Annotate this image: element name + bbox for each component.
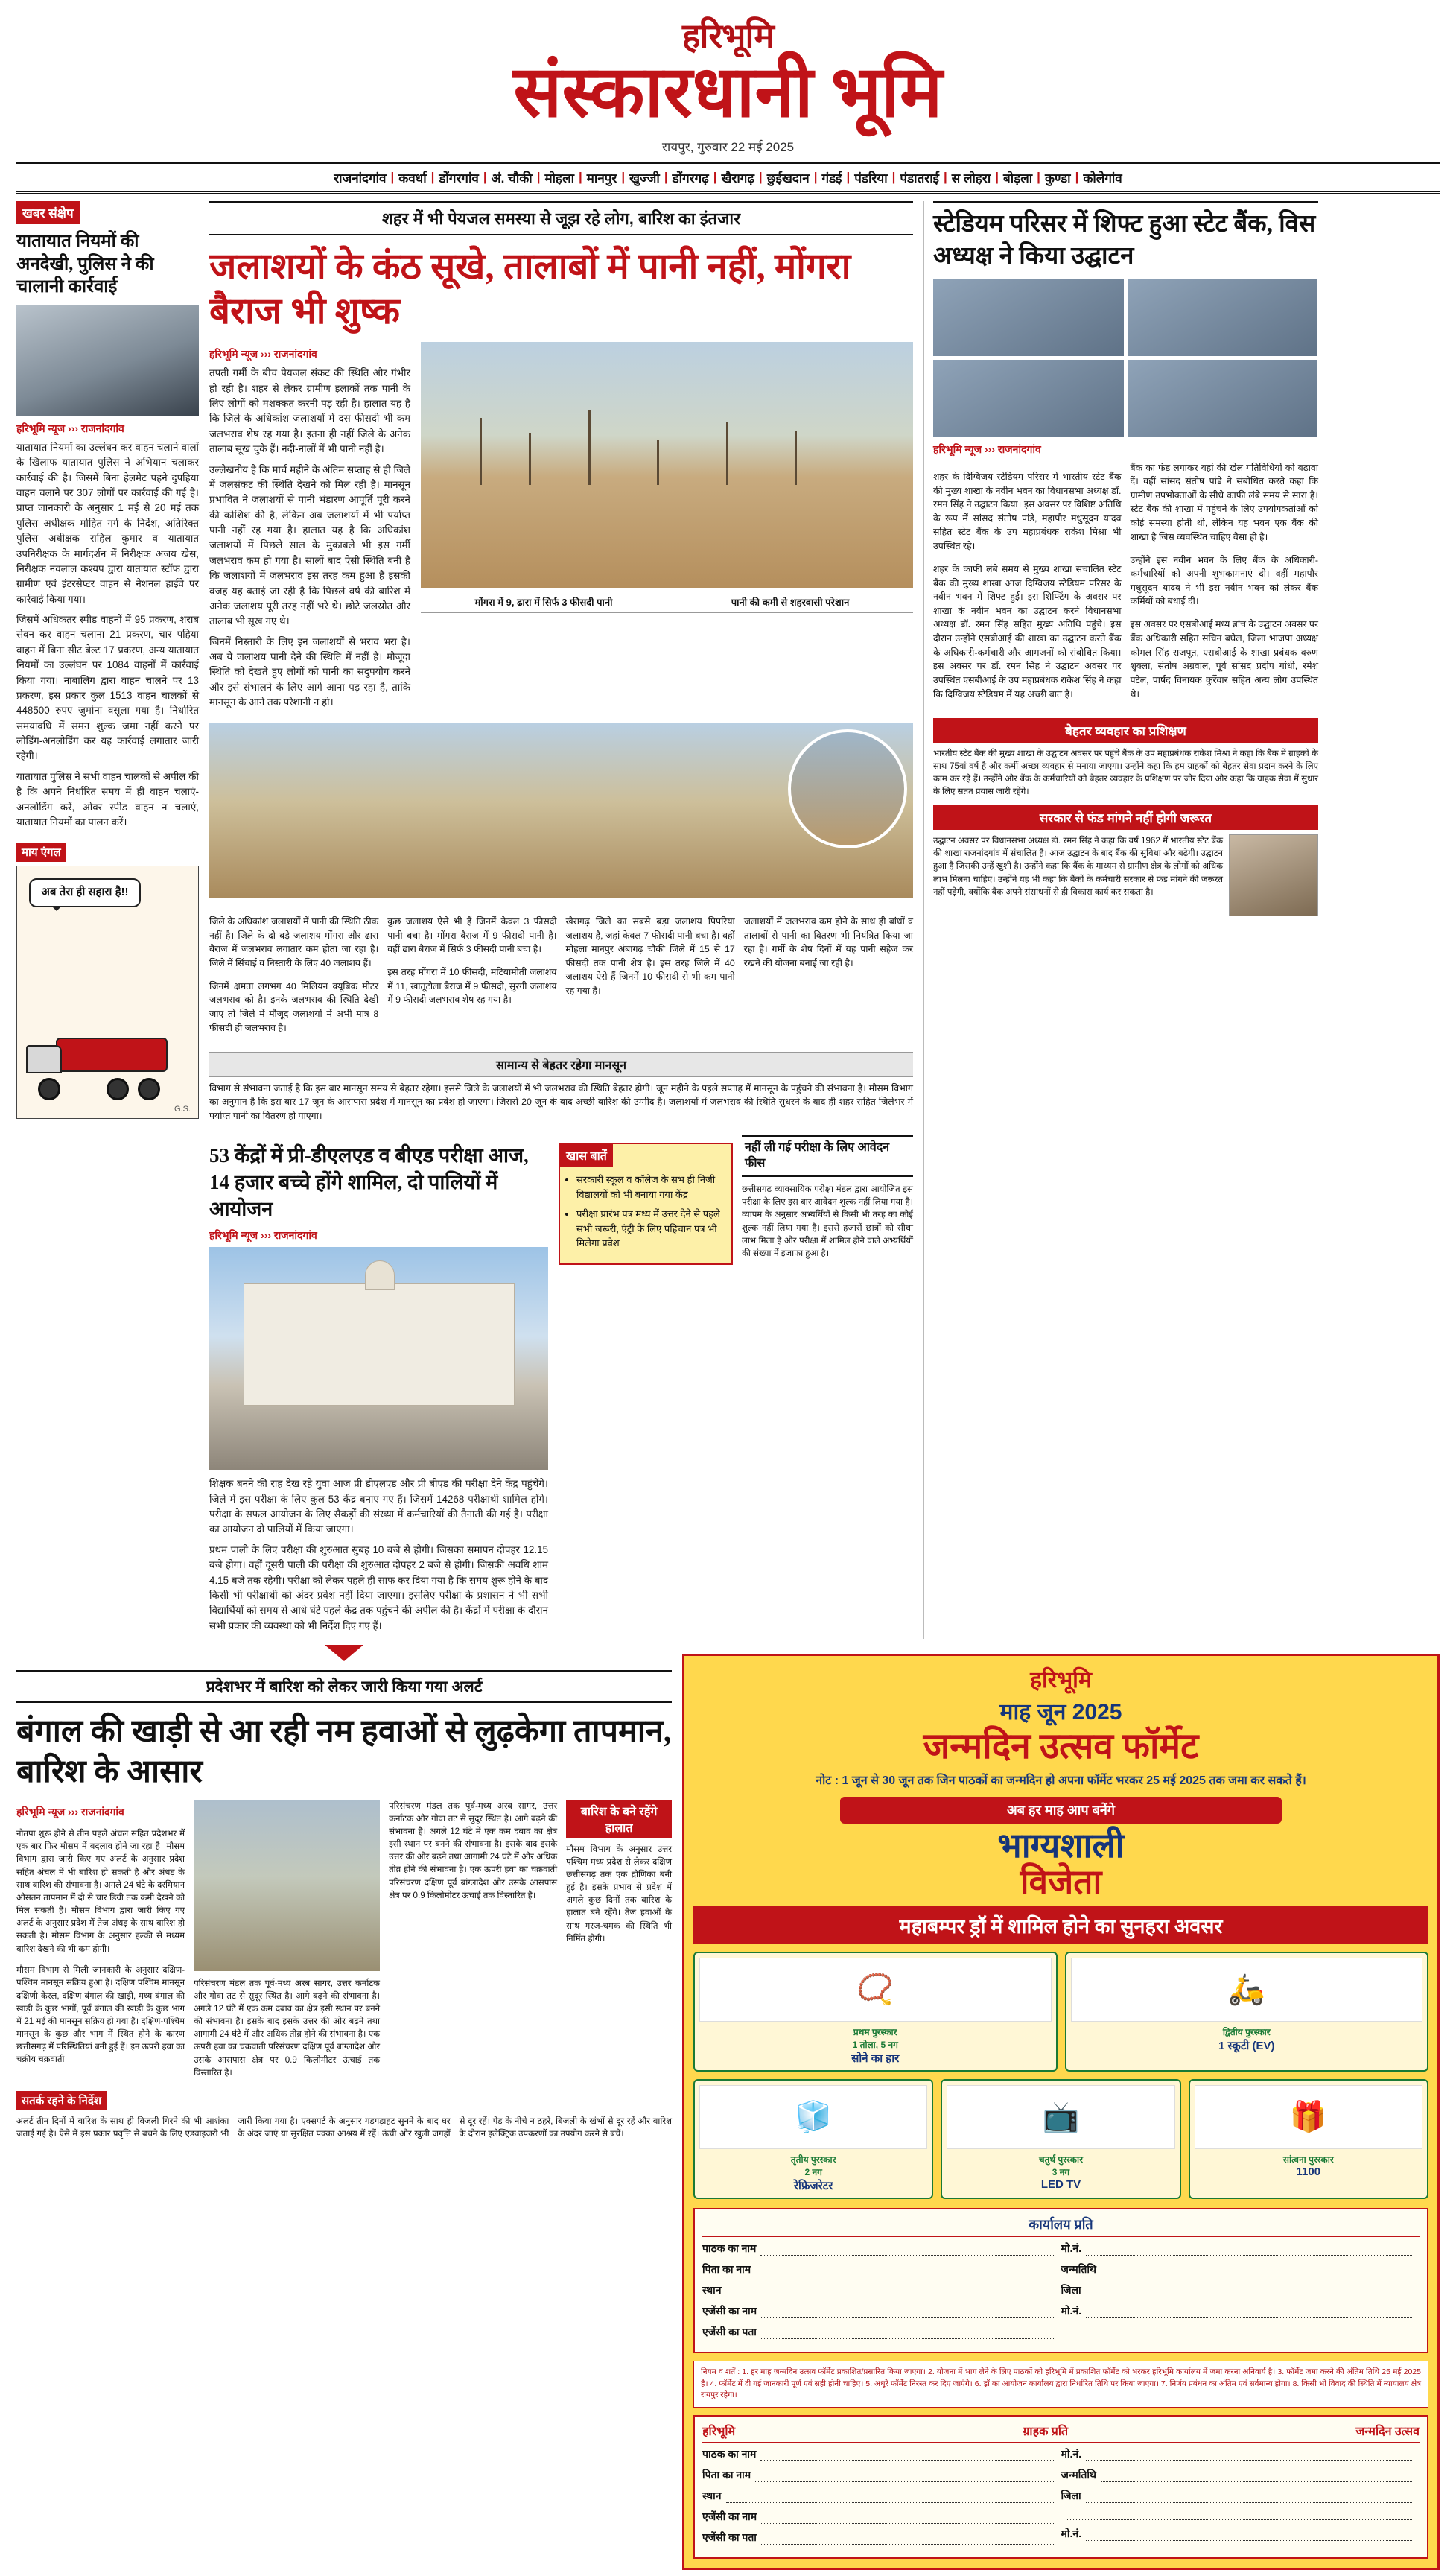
- form-field-label: मो.नं.: [1061, 2241, 1082, 2254]
- bank-story-photos: [933, 279, 1318, 437]
- form-field-label: पाठक का नाम: [702, 2241, 757, 2254]
- subscriber-left-fields[interactable]: [702, 2447, 1061, 2551]
- prize-rank: द्वितीय पुरस्कार: [1222, 2026, 1271, 2037]
- exam-byline: हरिभूमि न्यूज ››› राजनांदगांव: [209, 1229, 317, 1242]
- form-field-input[interactable]: [1066, 2510, 1413, 2520]
- paragraph: इस अवसर पर एसबीआई मध्य ब्रांच के उद्घाटन अवसर पर बैंक अधिकारी सहित सचिन बघेल, जिला भाजपा अध्यक्ष कोमल सिंह राजपूत, एसबीआई के शाखा प्रबंधक वरुण शुक्ला, संतोष अग्रवाल, पूर्व सांसद प्रदीप गांधी, रमेश पटेल, पार्षद विनायक कुर्रेवार सहित अन्य लोग उपस्थित थे।: [1130, 619, 1318, 699]
- exam-headline: 53 केंद्रों में प्री-डीएलएड व बीएड परीक्षा आज, 14 हजार बच्चे होंगे शामिल, दो पालियों में आयोजन: [209, 1144, 529, 1220]
- left-rail: [16, 201, 199, 1639]
- red-triangle-icon: [325, 1645, 363, 1661]
- form-field-row[interactable]: [702, 2468, 1061, 2482]
- tv-icon: 📺: [947, 2085, 1174, 2149]
- event-photo: [933, 279, 1124, 356]
- weather-sidebar: [566, 1800, 672, 2079]
- town-separator: |: [664, 170, 668, 185]
- bottom-section: [16, 1645, 1440, 2570]
- edition-town[interactable]: पंडातराई: [900, 171, 939, 185]
- police-action-photo: [16, 305, 199, 416]
- monsoon-band-title: सामान्य से बेहतर रहेगा मानसून: [209, 1052, 913, 1077]
- exam-fee-text: छत्तीसगढ़ व्यावसायिक परीक्षा मंडल द्वारा आयोजित इस परीक्षा के लिए इस बार आवेदन शुल्क नहीं लिया गया है। व्यापम के अनुसार अभ्यर्थियों से किसी भी तरह का कोई शुल्क नहीं लिया गया है। इससे हजारों छात्रों को सीधा लाभ मिला है और परीक्षा में शामिल होने वाले अभ्यर्थियों की संख्या में इजाफा हुआ है।: [742, 1184, 913, 1258]
- form-field-label: पिता का नाम: [702, 2262, 751, 2275]
- lead-columns: [209, 906, 913, 1044]
- edition-town[interactable]: बोड़ला: [1003, 171, 1033, 185]
- paragraph: शहर के दिग्विजय स्टेडियम परिसर में भारतीय स्टेट बैंक की मुख्य शाखा के नवीन भवन का विधानसभा अध्यक्ष डॉ. रमन सिंह ने उद्घाटन किया। इस अवसर पर विशिष्ट अतिथि के रूप में सांसद संतोष पांडे, महापौर मधुसूदन यादव सहित स्टेट बैंक के उप महाप्रबंधक राकेश मिश्रा भी उपस्थित रहे।: [933, 471, 1122, 552]
- masthead: [16, 13, 1440, 194]
- paragraph: उन्होंने इस नवीन भवन के लिए बैंक के अधिकारी-कर्मचारियों को अपनी शुभकामनाएं दी। वहीं महापौर मधुसूदन यादव ने भी इस नवीन भवन को लेकर बैंक कर्मियों को बधाई दी।: [1130, 554, 1318, 607]
- edition-town[interactable]: गंडई: [821, 171, 842, 185]
- form-field-row[interactable]: [702, 2262, 1061, 2276]
- lead-col-4: [744, 906, 913, 1044]
- form-field-row[interactable]: [1061, 2283, 1420, 2297]
- edition-town[interactable]: पंडरिया: [854, 171, 888, 185]
- safety-note-title: सतर्क रहने के निर्देश: [16, 2091, 107, 2110]
- lead-col-1: [209, 906, 378, 1044]
- paragraph: कुछ जलाशय ऐसे भी हैं जिनमें केवल 3 फीसदी पानी बचा है। मोंगरा बैराज में 9 फीसदी पानी है। वहीं ढारा बैराज में सिर्फ 3 फीसदी पानी बचा है।: [387, 916, 557, 955]
- weather-headline: बंगाल की खाड़ी से आ रही नम हवाओं से लुढ़केगा तापमान, बारिश के आसार: [16, 1714, 672, 1789]
- town-separator: |: [943, 170, 947, 185]
- exam-story: [209, 1135, 913, 1639]
- form-field-row[interactable]: [1061, 2447, 1420, 2461]
- exam-body: [209, 1476, 548, 1634]
- town-separator: |: [1037, 170, 1040, 185]
- form-field-row[interactable]: [702, 2325, 1061, 2339]
- form-field-row[interactable]: [1061, 2262, 1420, 2276]
- cartoon-tag: माय एंगल: [16, 843, 66, 862]
- paragraph: उल्लेखनीय है कि मार्च महीने के अंतिम सप्ताह से ही जिले में जलसंकट की स्थिति देखने को मिल रही है। मानसून प्रभावित ने जलाशयों से पानी भंडारण आपूर्ति पूरी करने की कोशिश की है, लेकिन अब जलाशयों में भी पर्याप्त पानी नहीं रह गया है। हालात यह है कि अधिकांश जलाशयों में पिछले साल के मुकाबले भी इस गर्मी जलभराव कम हो गया है। सालों बाद ऐसी स्थिति बनी है कि जलाशयों में जलभराव इस तरह कम हुआ है इसकी वजह यह बताई जा रही है कि पिछले वर्ष की बारिश में अनेक जलाशय पूरी तरह नहीं भरे थे। छोटे जलस्रोत और तालाब भी सूख गए थे।: [209, 463, 410, 627]
- ad-terms: नियम व शर्तें : 1. हर माह जन्मदिन उत्सव फॉर्मेट प्रकाशित/प्रसारित किया जाएगा। 2. योजना में भाग लेने के लिए पाठकों को हरिभूमि में प्रकाशित फॉर्मेट को भरकर हरिभूमि कार्यालय में जमा करना अनिवार्य है। 3. फॉर्मेट जमा करने की अंतिम तिथि 25 मई 2025 है। 4. फॉर्मेट में दी गई जानकारी पूर्ण एवं सही होनी चाहिए। 5. अधूरे फॉर्मेट निरस्त कर दिए जाएंगे। 6. ड्रॉ का आयोजन कार्यालय द्वारा निर्धारित तिथि पर किया जाएगा। 7. निर्णय प्रबंधन का अंतिम एवं सर्वमान्य होगा। 8. किसी भी विवाद की स्थिति में न्यायालय क्षेत्र रायपुर रहेगा।: [693, 2361, 1428, 2408]
- ad-vijeta: [693, 1828, 1428, 1900]
- form-field-row[interactable]: [702, 2283, 1061, 2297]
- form-field-label: स्थान: [702, 2283, 722, 2296]
- advertisement[interactable]: [682, 1645, 1440, 2570]
- ad-month: माह जून 2025: [999, 1700, 1122, 1725]
- subscriber-copy-title: ग्राहक प्रति: [1023, 2425, 1069, 2439]
- list-item: • सरकारी स्कूल व कॉलेज के सभ ही निजी विद्यालयों को भी बनाया गया केंद्र: [576, 1173, 724, 1202]
- lead-byline: हरिभूमि न्यूज ››› राजनांदगांव: [209, 348, 317, 361]
- scooter-icon: 🛵: [1071, 1958, 1423, 2022]
- form-field-row[interactable]: [1061, 2489, 1420, 2503]
- prize-item: [693, 1952, 1058, 2072]
- prize-item: [1189, 2079, 1428, 2199]
- form-field-label: एजेंसी का नाम: [702, 2304, 757, 2317]
- edition-town[interactable]: कवर्धा: [398, 171, 427, 185]
- form-field-row[interactable]: [1061, 2527, 1420, 2541]
- form-field-input[interactable]: [726, 2287, 1054, 2297]
- paragraph: प्रथम पाली के लिए परीक्षा की शुरुआत सुबह 10 बजे से होगी। जिसका समापन दोपहर 12.15 बजे होगा। वहीं दूसरी पाली की परीक्षा की शुरुआत दोपहर 2 बजे से होगी। जिसकी अवधि शाम 4.15 बजे तक रहेगी। परीक्षा को लेकर पहले ही साफ कर दिया गया है कि समय शुरू होने के बाद किसी भी परीक्षार्थी को अंदर प्रवेश नहीं दिया जाएगा। इसलिए परीक्षा के प्रशासन ने भी सभी विद्यार्थियों को समय से आधे घंटे पहले केंद्र तक पहुंचने की अपील की है। केंद्रों में परीक्षा के दौरान सभी प्रकार की व्यवस्था को भी निर्देश दिए गए हैं।: [209, 1543, 548, 1631]
- bank-story-headline: स्टेडियम परिसर में शिफ्ट हुआ स्टेट बैंक, विस अध्यक्ष ने किया उद्घाटन: [933, 201, 1318, 273]
- paragraph: खैरागढ़ जिले का सबसे बड़ा जलाशय पिपरिया जलाशय है, जहां केवल 7 फीसदी पानी बचा है। वहीं मोहला मानपुर अंबागढ़ चौकी जिले में 15 से 17 फीसदी तक पानी शेष है। इस तरह जिले में 40 जलाशय ऐसे हैं जिनमें 10 फीसदी से भी कम पानी रह गया है।: [565, 916, 735, 997]
- weather-col3: परिसंचरण मंडल तक पूर्व-मध्य अरब सागर, उत्तर कर्नाटक और गोवा तट से सुदूर स्थित है। आगे बढ़ने की संभावना है। अगले 12 घंटे में एक कम दबाव का क्षेत्र इसी स्थान पर बनने की संभावना है। इसके बाद इसके उत्तर की ओर बढ़ने तथा आगामी 24 घंटे में और अधिक तीव्र होने की संभावना है। एक ऊपरी हवा का चक्रवाती परिसंचरण दक्षिण पूर्व बांग्लादेश और उसके आसपास क्षेत्र पर 0.9 किलोमीटर ऊंचाई तक विस्तारित है।: [389, 1800, 558, 1900]
- prize-name: LED TV: [1040, 2177, 1081, 2191]
- prize-detail: 1 तोला, 5 नग: [852, 2039, 898, 2050]
- paragraph: शिक्षक बनने की राह देख रहे युवा आज प्री डीएलएड और प्री बीएड की परीक्षा देने केंद्र पहुंचेंगे। जिले में इस परीक्षा के लिए कुल 53 केंद्र बनाए गए हैं। जिसमें 14268 परीक्षार्थी शामिल होंगे। परीक्षा के सफल आयोजन के लिए सैकड़ों की संख्या में कर्मचारियों की तैनाती की गई है। परीक्षा का आयोजन दो पालियों में किया जाएगा।: [209, 1478, 548, 1535]
- edition-town[interactable]: डोंगरगढ़: [672, 171, 709, 185]
- form-field-row[interactable]: [1061, 2304, 1420, 2318]
- edition-town[interactable]: अं. चौकी: [491, 171, 533, 185]
- main-column: [209, 201, 913, 1639]
- ad-note: नोट : 1 जून से 30 जून तक जिन पाठकों का जन्मदिन हो अपना फॉर्मेट भरकर 25 मई 2025 तक जमा कर सकते हैं।: [816, 1774, 1306, 1787]
- town-separator: |: [713, 170, 717, 185]
- edition-town[interactable]: राजनांदगांव: [334, 171, 387, 185]
- cartoon-speech-bubble: अब तेरा ही सहारा है!!: [29, 878, 141, 907]
- form-field-label: जिला: [1061, 2490, 1081, 2502]
- paragraph: जिनमें निस्तारी के लिए इन जलाशयों से भराव भरा है। अब ये जलाशय पानी देने की स्थिति में नहीं है। मौजूदा स्थिति को देखते हुए लोगों को पानी का सदुपयोग करने और इसे संभालने के लिए आगे आना पड़ रहा है, ताकि मानसून के आने तक परेशानी न हो।: [209, 635, 410, 708]
- exam-centre-photo: [209, 1247, 548, 1470]
- prize-detail: 3 नग: [1052, 2166, 1070, 2177]
- form-field-input[interactable]: [1101, 2266, 1412, 2276]
- form-field-row[interactable]: [1061, 2468, 1420, 2482]
- form-field-label: मो.नं.: [1061, 2528, 1082, 2540]
- paragraph: जलाशयों में जलभराव कम होने के साथ ही बांधों व तालाबों से पानी का वितरण भी नियंत्रित किया जा रहा है। गर्मी के शेष दिनों में यह पानी सहेज कर रखने की योजना बनाई जा रही है।: [743, 916, 913, 968]
- paragraph: नौतपा शुरू होने से तीन पहले अंचल सहित प्रदेशभर में एक बार फिर मौसम में बदलाव होने जा रहा है। मौसम विभाग द्वारा जारी किए गए अलर्ट के अनुसार प्रदेश सहित अंचल में भी बारिश हो सकती है और अंधड़ के साथ बारिश की संभावना है। अगले 24 घंटे के दरमियान औसतन तापमान में दो से चार डिग्री तक कमी देखने को मिल सकती है। मौसम विभाग द्वारा जारी किए गए अलर्ट के अनुसार प्रदेश में तेज अंधड़ के साथ बारिश हो सकती है। मौसम विभाग के अनुसार हल्की से मध्यम बारिश देखने की भी कम होगी।: [16, 1829, 185, 1954]
- lead-kicker: शहर में भी पेयजल समस्या से जूझ रहे लोग, बारिश का इंतजार: [209, 201, 913, 235]
- ad-vijeta-line2: विजेता: [1020, 1862, 1102, 1901]
- town-separator: |: [995, 170, 999, 185]
- town-separator: |: [758, 170, 763, 185]
- form-field-input[interactable]: [1086, 2245, 1412, 2256]
- inset-photo-circle: [788, 729, 907, 848]
- town-separator: |: [621, 170, 626, 185]
- form-field-label: स्थान: [702, 2490, 722, 2502]
- office-copy-title: कार्यालय प्रति: [702, 2215, 1420, 2237]
- subscriber-copy-form[interactable]: [693, 2415, 1428, 2559]
- news-brief-body: [16, 440, 199, 830]
- photo-caption-bar: [421, 591, 913, 613]
- paragraph: इस तरह मोंगरा में 10 फीसदी, मटियामोती जलाशय में 11, खातूटोला बैराज में 9 फीसदी, सुरगी जलाशय में 9 फीसदी जलभराव शेष रह गया है।: [387, 967, 557, 1006]
- form-field-row[interactable]: [702, 2510, 1061, 2524]
- weather-col2: परिसंचरण मंडल तक पूर्व-मध्य अरब सागर, उत्तर कर्नाटक और गोवा तट से सुदूर स्थित है। आगे बढ़ने की संभावना है। अगले 12 घंटे में एक कम दबाव का क्षेत्र इसी स्थान पर बनने की संभावना है। इसके बाद इसके उत्तर की ओर बढ़ने तथा आगामी 24 घंटे में और अधिक तीव्र होने की संभावना है। एक ऊपरी हवा का चक्रवाती परिसंचरण दक्षिण पूर्व बांग्लादेश और उसके आसपास क्षेत्र पर 0.9 किलोमीटर ऊंचाई तक विस्तारित है।: [194, 1978, 381, 2078]
- subscriber-copy-right-title: जन्मदिन उत्सव: [1355, 2425, 1420, 2439]
- news-brief-headline: यातायात नियमों की अनदेखी, पुलिस ने की चालानी कार्रवाई: [16, 231, 154, 297]
- masthead-title: संस्कारधानी भूमि: [513, 52, 943, 132]
- form-field-input[interactable]: [1086, 2451, 1412, 2461]
- form-field-input[interactable]: [761, 2513, 1053, 2524]
- event-photo: [1128, 360, 1318, 437]
- form-field-input[interactable]: [1086, 2287, 1412, 2297]
- masthead-logo: हरिभूमि: [682, 17, 774, 55]
- town-separator: |: [846, 170, 851, 185]
- funding-sub-title: सरकार से फंड मांगने नहीं होगी जरूरत: [933, 805, 1318, 830]
- event-photo: [933, 360, 1124, 437]
- caption-left: मोंगरा में 9, ढारा में सिर्फ 3 फीसदी पानी: [474, 597, 613, 609]
- form-field-row[interactable]: [702, 2489, 1061, 2503]
- form-field-row[interactable]: [1061, 2241, 1420, 2256]
- form-field-input[interactable]: [755, 2266, 1053, 2276]
- town-separator: |: [536, 170, 541, 185]
- paragraph: बैंक का फंड लगाकर यहां की खेल गतिविधियों को बढ़ावा दें। वहीं सांसद संतोष पांडे ने संबोधित करते कहा कि ग्रामीण उपभोक्ताओं के सीधे काफी लंबे समय से सारा है। स्टेट बैंक की शाखा में पहुंचने के लिए उपयोगकर्ताओं को कोई समस्या होती थी, लेकिन यह भवन एक बैंक की शाखा है जिस व्यवस्थित चाहिए वैसा ही है।: [1130, 462, 1318, 542]
- edition-town[interactable]: डोंगरगांव: [439, 171, 479, 185]
- prize-rank: चतुर्थ पुरस्कार: [1038, 2154, 1084, 2165]
- lead-photo-column: [421, 342, 913, 715]
- prize-detail: 2 नग: [804, 2166, 822, 2177]
- prize-item: [1065, 1952, 1429, 2072]
- right-column: [923, 201, 1318, 1639]
- form-field-label: मो.नं.: [1061, 2448, 1082, 2460]
- prize-name: 1100: [1296, 2165, 1321, 2178]
- prize-name: 1 स्कूटी (EV): [1218, 2039, 1275, 2052]
- weather-sidebar-title: बारिश के बने रहेंगे हालात: [566, 1800, 672, 1838]
- paragraph: मौसम विभाग से मिली जानकारी के अनुसार दक्षिण-पश्चिम मानसून सक्रिय हुआ है। दक्षिण पश्चिम मानसून दक्षिणी केरल, दक्षिण बंगाल की खाड़ी, मध्य बंगाल की खाड़ी के कुछ भागों, पूर्व बंगाल की खाड़ी के कुछ भाग में 21 मई की मानसून सक्रिय हो गया है। दक्षिण-पश्चिम मानसून के कुछ और भाग में स्थित होने के कारण छत्तीसगढ़ में परिस्थितियां बनी हुई हैं। इन ऊपरी हवा का चक्रीय चक्रवाती: [16, 1965, 185, 2065]
- weather-row: [16, 1800, 672, 2079]
- form-field-input[interactable]: [1101, 2472, 1412, 2482]
- edition-town[interactable]: कोलेगांव: [1083, 171, 1122, 185]
- form-field-row[interactable]: [702, 2304, 1061, 2318]
- lead-intro-body: [209, 366, 410, 710]
- prize-rank: सांत्वना पुरस्कार: [1282, 2154, 1334, 2165]
- form-field-input[interactable]: [755, 2472, 1053, 2482]
- town-separator: |: [1075, 170, 1079, 185]
- prize-name: सोने का हार: [851, 2052, 900, 2065]
- form-field-input[interactable]: [760, 2451, 1053, 2461]
- exam-keypoints-box: [559, 1143, 733, 1265]
- town-separator: |: [813, 170, 818, 185]
- ad-vijeta-line1: भाग्यशाली: [997, 1827, 1125, 1865]
- cartoon-panel: [16, 866, 199, 1119]
- form-field-input[interactable]: [1086, 2531, 1412, 2541]
- form-field-input[interactable]: [761, 2534, 1054, 2545]
- masthead-dateline: रायपुर, गुरुवार 22 मई 2025: [661, 139, 795, 154]
- subscriber-copy-logo: हरिभूमि: [702, 2425, 736, 2439]
- subscriber-right-fields[interactable]: [1061, 2447, 1420, 2551]
- paragraph: शहर के काफी लंबे समय से मुख्य शाखा संचालित स्टेट बैंक की मुख्य शाखा आज दिग्विजय स्टेडियम परिसर के नवीन भवन में शिफ्ट हुई। इस शिफ्टिंग के अवसर पर शाखा के नवीन भवन का उद्घाटन करने विधानसभा अध्यक्ष डॉ. रमन सिंह सहित मुख्य अतिथि पहुंचे। इस दौरान उन्होंने एसबीआई की शाखा का उद्घाटन करते बैंक के अधिकारी-कर्मचारी और आमजनों को संबोधित किया। इस अवसर पर डॉ. रमन सिंह ने उद्घाटन अवसर पर उपस्थित एसबीआई के उप महाप्रबंधक राकेश सिंह ने कहा कि दिग्विजय स्टेडियम में यह अच्छी बात है।: [933, 564, 1122, 699]
- lead-headline: जलाशयों के कंठ सूखे, तालाबों में पानी नहीं, मोंगरा बैराज भी शुष्क: [209, 245, 851, 331]
- cartoonist-signature: G.S.: [174, 1105, 191, 1114]
- form-field-label: पिता का नाम: [702, 2469, 751, 2481]
- news-brief-tag: खबर संक्षेप: [16, 201, 80, 224]
- form-field-label: एजेंसी का पता: [702, 2325, 757, 2338]
- edition-town[interactable]: मानपुर: [586, 171, 617, 185]
- town-separator: |: [579, 170, 582, 185]
- form-field-label: एजेंसी का नाम: [702, 2510, 757, 2523]
- form-field-label: जिला: [1061, 2283, 1081, 2296]
- fridge-icon: 🧊: [699, 2085, 927, 2149]
- form-field-input[interactable]: [1066, 2325, 1413, 2335]
- office-copy-left-fields[interactable]: [702, 2241, 1061, 2346]
- lead-intro-column: [209, 342, 410, 715]
- paragraph: तपती गर्मी के बीच पेयजल संकट की स्थिति और गंभीर हो रही है। शहर से लेकर ग्रामीण इलाकों तक पानी के लिए लोगों को मशक्कत करनी पड़ रही है। हालात यह है कि जिले के अधिकांश जलाशयों में दस फीसदी भी कम जलभराव शेष रह गया है। इतना ही नहीं जिले के अनेक तालाब सूख चुके हैं। नदी-नालों में भी पानी नहीं है।: [209, 367, 410, 455]
- edition-town[interactable]: छुईखदान: [766, 171, 810, 185]
- gift-icon: 🎁: [1195, 2085, 1422, 2149]
- form-field-label: जन्मतिथि: [1061, 2469, 1096, 2481]
- form-field-row[interactable]: [1061, 2510, 1420, 2520]
- exam-keypoints-title: खास बातें: [560, 1144, 613, 1167]
- office-copy-right-fields[interactable]: [1061, 2241, 1420, 2346]
- prize-item: [941, 2079, 1180, 2199]
- form-field-input[interactable]: [726, 2493, 1054, 2503]
- necklace-icon: 📿: [699, 1958, 1052, 2022]
- weather-sidebar-text: मौसम विभाग के अनुसार उत्तर पश्चिम मध्य प्रदेश से लेकर दक्षिण छत्तीसगढ़ तक एक द्रोणिका बनी हुई है। इसके प्रभाव से प्रदेश में अगले कुछ दिनों तक बारिश के हालात बने रहेंगे। तेज हवाओं के साथ गरज-चमक की स्थिति भी निर्मित होगी।: [566, 1844, 672, 1944]
- raman-singh-portrait: [1229, 834, 1318, 916]
- paragraph: जिले के अधिकांश जलाशयों में पानी की स्थिति ठीक नहीं है। जिले के दो बड़े जलाशय मोंगरा और ढारा बैराज में जलभराव लगातार कम होता जा रहा है। जिले में सिंचाई व निस्तारी के लिए 40 जलाशय हैं।: [209, 916, 379, 968]
- paragraph: जिनमें क्षमता लगभग 40 मिलियन क्यूबिक मीटर जलभराव को है। इनके जलभराव की स्थिति देखी जाए तो जिले में मौजूद जलाशयों में अभी मात्र 8 फीसदी ही जलभराव है।: [209, 980, 379, 1033]
- list-item: • परीक्षा प्रारंभ पत्र मध्य में उत्तर देने से पहले सभी जरूरी, एंट्री के लिए पहिचान पत्र भी मिलेगा प्रवेश: [576, 1207, 724, 1251]
- cloudy-sky-photo: [194, 1800, 380, 1971]
- news-brief-byline: हरिभूमि न्यूज ››› राजनांदगांव: [16, 422, 124, 434]
- prize-name: रेफ्रिजरेटर: [793, 2179, 833, 2192]
- form-field-row[interactable]: [702, 2447, 1061, 2461]
- edition-town-list: [16, 164, 1440, 194]
- safety-note-text: अलर्ट तीन दिनों में बारिश के साथ ही बिजली गिरने की भी आशंका जताई गई है। ऐसे में इस प्रकार प्रवृत्ति से बचने के लिए एडवाइजरी भी जारी किया गया है। एक्सपर्ट के अनुसार गड़गड़ाहट सुनने के बाद घर के अंदर जाएं या सुरक्षित पक्का आश्रय में रहें। ऊंची और खुली जगहों से दूर रहें। पेड़ के नीचे न ठहरें, बिजली के खंभों से दूर रहें और बारिश के दौरान इलेक्ट्रिक उपकरणों का उपयोग करने से बचें।: [16, 2116, 672, 2139]
- dry-reservoir-photo: [421, 342, 913, 588]
- lead-top-row: [209, 342, 913, 715]
- edition-town[interactable]: कुण्डा: [1044, 171, 1071, 185]
- ad-draw-text: महाबम्पर ड्रॉ में शामिल होने का सुनहरा अवसर: [693, 1906, 1428, 1944]
- form-field-input[interactable]: [1086, 2493, 1412, 2503]
- prize-rank: तृतीय पुरस्कार: [790, 2154, 836, 2165]
- form-field-row[interactable]: [702, 2241, 1061, 2256]
- bank-story-body: [933, 461, 1318, 711]
- prize-item: [693, 2079, 933, 2199]
- office-copy-form[interactable]: [693, 2208, 1428, 2353]
- weather-body: [16, 1827, 185, 2066]
- edition-town[interactable]: स लोहरा: [951, 171, 991, 185]
- bank-story-byline: हरिभूमि न्यूज ››› राजनांदगांव: [933, 442, 1041, 455]
- exam-fee-box: [742, 1135, 913, 1260]
- paragraph: जिसमें अधिकतर स्पीड वाहनों में 95 प्रकरण, शराब सेवन कर वाहन चलाना 21 प्रकरण, चार पहिया वाहन में बिना सीट बेल्ट 17 प्रकरण, अन्य यातायात नियमों का उल्लंघन पर 1084 वाहनों में कार्रवाई किया गया। नाबालिग द्वारा वाहन चालने पर 13 प्रकरण, इस प्रकार कुल 1513 वाहन चालकों से 448500 रुपए जुर्माना वसूला गया है। निर्धारित समयावधि में समन शुल्क जमा नहीं करने पर लोडिंग-अनलोडिंग कर यह कार्रवाई लगातार जारी रहेगी।: [16, 614, 199, 762]
- water-tanker-illustration: [25, 1033, 181, 1102]
- prize-row-top: [693, 1952, 1428, 2072]
- form-field-label: मो.नं.: [1061, 2304, 1082, 2317]
- paragraph: यातायात नियमों का उल्लंघन कर वाहन चलाने वालों के खिलाफ यातायात पुलिस ने अभियान चलाकर कार्रवाई की है। जिसमें बिना हेलमेट पहने दुपहिया वाहन चलाने पर 307 लोगों पर कार्रवाई की गई है। प्राप्त जानकारी के अनुसार 1 मई से 20 मई तक पुलिस अधीक्षक मोहित गर्ग के निर्देश, अतिरिक्त पुलिस अधीक्षक राहिल कुमार व यातायात उपनिरीक्षक के मार्गदर्शन में निरीक्षक अजय खेस, निरीक्षक नवलाल कश्यप द्वारा यातायात स्टॉफ द्वारा ग्रामीण एवं इंटरसेप्टर वाहन से नेशनल हाईवे पर कार्रवाई किया गया।: [16, 441, 199, 605]
- form-field-row[interactable]: [702, 2531, 1061, 2545]
- paragraph: यातायात पुलिस ने सभी वाहन चालकों से अपील की है कि अपने निर्धारित समय में ही वाहन चलाएं-अनलोडिंग करें, ओवर स्पीड वाहन न चलाएं, यातायात नियमों का पालन करें।: [16, 770, 199, 828]
- page-columns: [16, 201, 1440, 1639]
- weather-byline: हरिभूमि न्यूज ››› राजनांदगांव: [16, 1805, 124, 1818]
- form-field-input[interactable]: [760, 2245, 1053, 2256]
- weather-story: [16, 1645, 672, 2570]
- training-sub-title: बेहतर व्यवहार का प्रशिक्षण: [933, 718, 1318, 743]
- ad-title: जन्मदिन उत्सव फॉर्मेट: [923, 1727, 1199, 1767]
- town-separator: |: [483, 170, 487, 185]
- edition-town[interactable]: खैरागढ़: [721, 171, 754, 185]
- edition-town[interactable]: मोहला: [544, 171, 574, 185]
- event-photo: [1128, 279, 1318, 356]
- exam-fee-title: नहीं ली गई परीक्षा के लिए आवेदन फीस: [742, 1135, 913, 1177]
- caption-right: पानी की कमी से शहरवासी परेशान: [667, 591, 913, 612]
- form-field-row[interactable]: [1061, 2325, 1420, 2335]
- prize-row-bottom: [693, 2079, 1428, 2199]
- town-separator: |: [891, 170, 896, 185]
- dry-pond-photo: [209, 723, 913, 898]
- training-sub-text: भारतीय स्टेट बैंक की मुख्य शाखा के उद्घाटन अवसर पर पहुंचे बैंक के उप महाप्रबंधक राकेश मिश्रा ने कहा कि बैंक में ग्राहकों के साथ 75वां वर्ष है और कर्मी अच्छा व्यवहार से मनाया जाएगा। उन्होंने कहा कि हम ग्राहकों को बेहतर सेवा प्रदान करने के लिए काम कर रहे हैं। उन्होंने और बैंक के कर्मचारियों को बेहतर व्यवहार के प्रशिक्षण पर जोर दिया और कहा कि ग्राहक सेवा में सुधार के लिए सतत प्रयास जारी रहेंगे।: [933, 748, 1318, 796]
- weather-kicker: प्रदेशभर में बारिश को लेकर जारी किया गया अलर्ट: [16, 1670, 672, 1703]
- ad-banner: अब हर माह आप बनेंगे: [840, 1797, 1281, 1824]
- funding-sub-text: उद्घाटन अवसर पर विधानसभा अध्यक्ष डॉ. रमन सिंह ने कहा कि वर्ष 1962 में भारतीय स्टेट बैंक की शाखा राजनांदगांव में संचालित है। आज उद्घाटन के बाद बैंक की सुविधा और बढ़ेगी। उद्घाटन हुआ है जिसकी उन्हें खुशी है। उन्होंने कहा कि बैंक के माध्यम से ग्रामीण क्षेत्र के लोगों को अधिक लाभ मिलना चाहिए। उन्होंने यह भी कहा कि बैंकों के कर्मचारी सरकार से फंड मांगने की जरूरत नहीं पड़ेगी, क्योंकि बैंक अपने संसाधनों से ही विकास कार्य कर सकता है।: [933, 836, 1223, 897]
- town-separator: |: [430, 170, 435, 185]
- form-field-label: जन्मतिथि: [1061, 2262, 1096, 2275]
- form-field-label: एजेंसी का पता: [702, 2531, 757, 2544]
- form-field-input[interactable]: [761, 2329, 1054, 2339]
- lead-col-3: [566, 906, 735, 1044]
- form-field-label: पाठक का नाम: [702, 2448, 757, 2460]
- town-separator: |: [390, 170, 395, 185]
- prize-rank: प्रथम पुरस्कार: [853, 2026, 897, 2037]
- monsoon-band-text: विभाग से संभावना जताई है कि इस बार मानसून समय से बेहतर रहेगा। इससे जिले के जलाशयों में भी जलभराव की स्थिति बेहतर होगी। जून महीने के पहले सप्ताह में मानसून के पहुंचने की संभावना है। मौसम विभाग का अनुमान है कि इस बार 17 जून के आसपास प्रदेश में मानसून का प्रवेश हो जाएगा। जिससे 20 जून के बाद अच्छी बारिश की उम्मीद है। जलाशयों में जलभराव की स्थिति सुधरने के बाद ही शहर सहित जिलेभर में पर्याप्त पानी का वितरण हो पाएगा।: [209, 1082, 913, 1121]
- edition-town[interactable]: खुज्जी: [629, 171, 660, 185]
- ad-logo: हरिभूमि: [1030, 1668, 1092, 1693]
- lead-col-2: [387, 906, 556, 1044]
- exam-keypoints-list: [560, 1167, 731, 1263]
